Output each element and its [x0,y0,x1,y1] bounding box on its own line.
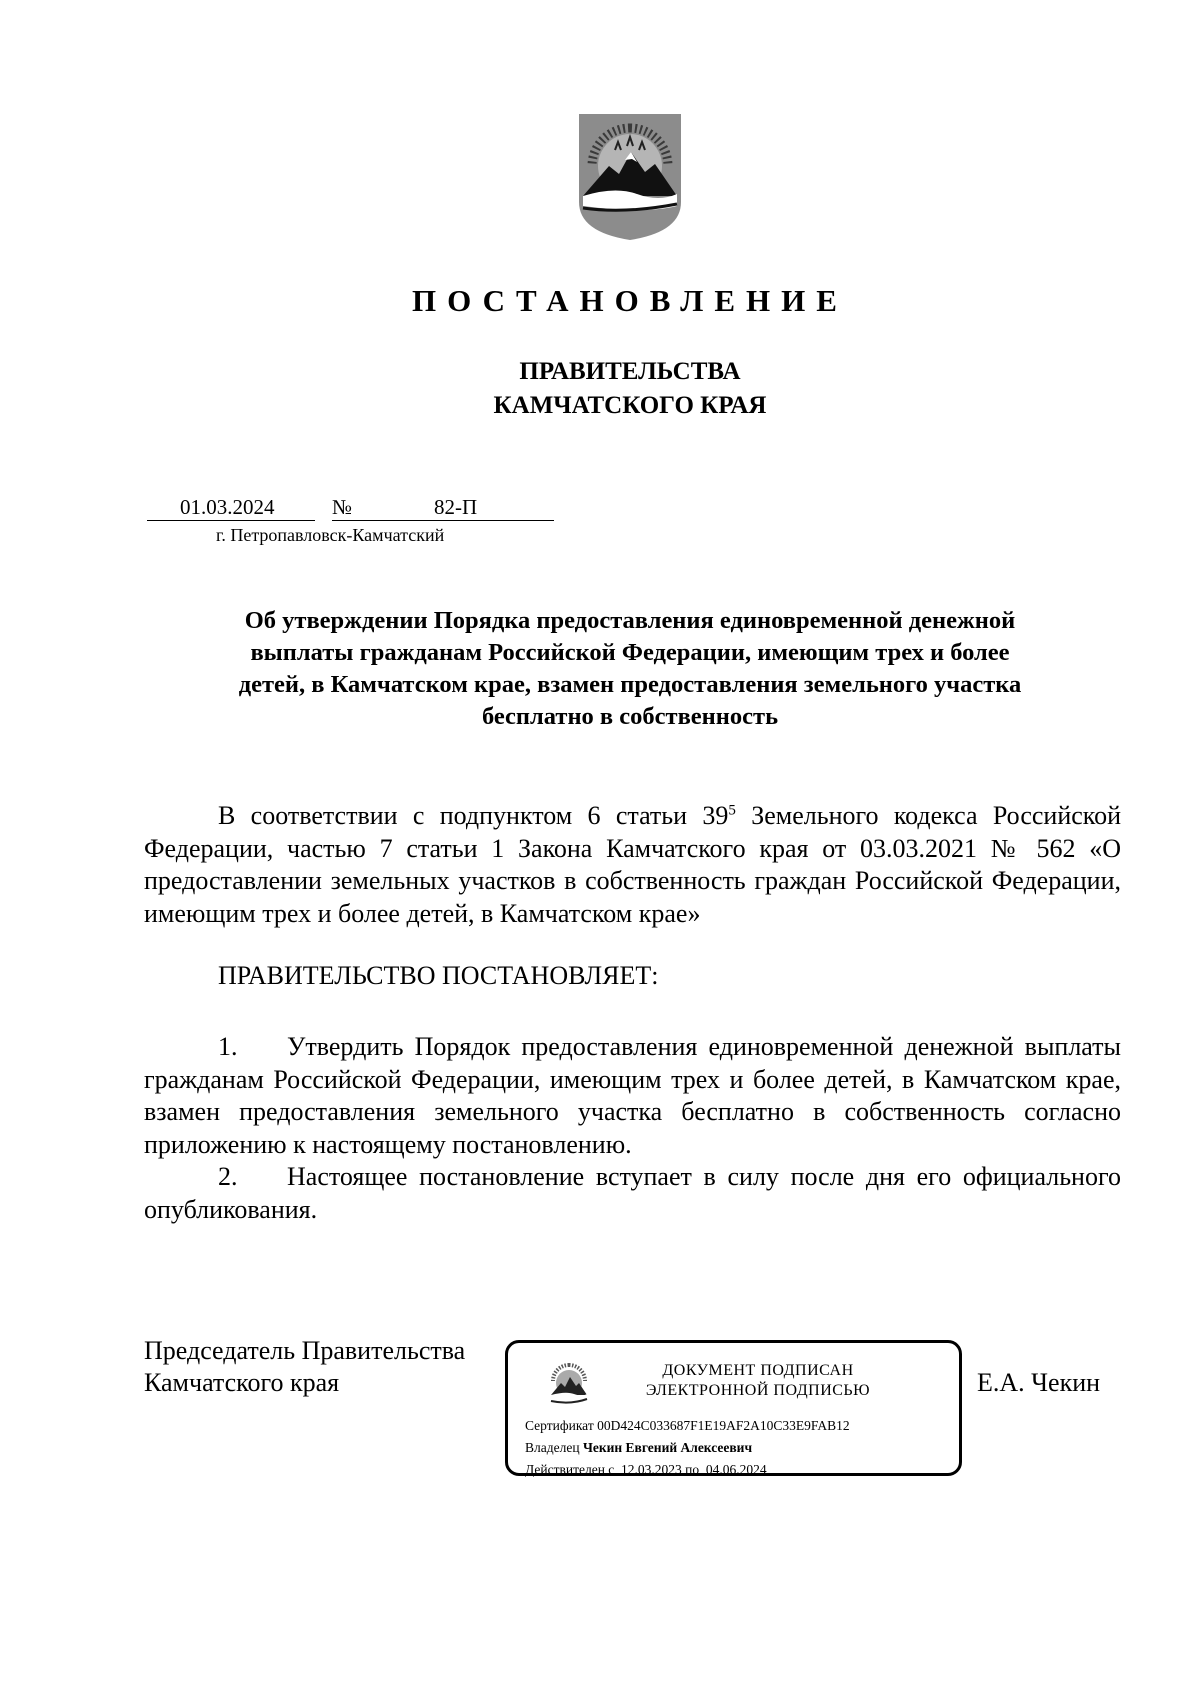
preamble-start: В соответствии с подпунктом 6 статьи 39 [218,801,729,830]
subject-line: детей, в Камчатском крае, взамен предоставления земельного участка [238,671,1022,698]
position-line: Камчатского края [144,1368,340,1397]
stamp-emblem-icon [548,1361,590,1409]
stamp-title-line: ДОКУМЕНТ ПОДПИСАН [662,1362,854,1379]
item-text: Утвердить Порядок предоставления единовременной денежной выплаты гражданам Российской Федерации, имеющим трех и более детей, в Камчатском крае, взамен предоставления земельного участка бесплатно в собственность согласно приложению к настоящему постановлению. [144,1032,1121,1159]
valid-from: 12.03.2023 [621,1462,682,1477]
owner-label: Владелец [525,1440,580,1455]
stamp-title [613,1361,903,1401]
owner-value: Чекин Евгений Алексеевич [582,1440,753,1455]
issuer-line-1: ПРАВИТЕЛЬСТВА [519,358,741,385]
document-date: 01.03.2024 [147,494,315,521]
issuer-line-2: КАМЧАТСКОГО КРАЯ [493,392,767,419]
item-number: 1. [218,1032,238,1061]
document-type-title: ПОСТАНОВЛЕНИЕ [412,283,848,318]
resolution-items [144,1031,1121,1226]
signatory-name: Е.А. Чекин [977,1368,1101,1397]
electronic-signature-stamp [505,1340,962,1476]
certificate-value: 00D424C033687F1E19AF2A10C33E9FAB12 [597,1418,850,1433]
issue-city: г. Петропавловск-Камчатский [216,525,445,545]
resolution-item [144,1161,1121,1226]
validity-line [525,1461,767,1479]
document-subject [165,605,1095,733]
subject-line: выплаты гражданам Российской Федерации, имеющим трех и более [250,639,1010,666]
valid-to-label: по [685,1462,700,1477]
resolution-item [144,1031,1121,1161]
item-text: Настоящее постановление вступает в силу после дня его официального опубликования. [144,1162,1121,1224]
issuer-name [0,355,1200,423]
position-line: Председатель Правительства [144,1336,466,1365]
valid-label: Действителен с [525,1462,615,1477]
stamp-title-line: ЭЛЕКТРОННОЙ ПОДПИСЬЮ [645,1382,871,1399]
certificate-line [525,1417,850,1435]
valid-to: 04.06.2024 [705,1462,767,1477]
signatory-position [144,1335,465,1399]
subject-line: бесплатно в собственность [481,703,779,730]
certificate-label: Сертификат [525,1418,594,1433]
subject-line: Об утверждении Порядка предоставления единовременной денежной [244,607,1016,634]
coat-of-arms-icon [575,110,685,242]
owner-line [525,1439,752,1457]
preamble-rest: Земельного кодекса Российской Федерации, частью 7 статьи 1 Закона Камчатского края от 03.03.2021 № 562 «О предоставлении земельных участков в собственность граждан Российской Федерации, имеющим трех и более детей, в Камчатском крае» [144,801,1121,928]
preamble-paragraph [144,800,1121,930]
resolution-heading: ПРАВИТЕЛЬСТВО ПОСТАНОВЛЯЕТ: [218,961,659,990]
document-number: 82-П [358,494,554,521]
number-sign: № [332,494,358,521]
article-superscript: 5 [728,802,736,819]
item-number: 2. [218,1162,238,1191]
